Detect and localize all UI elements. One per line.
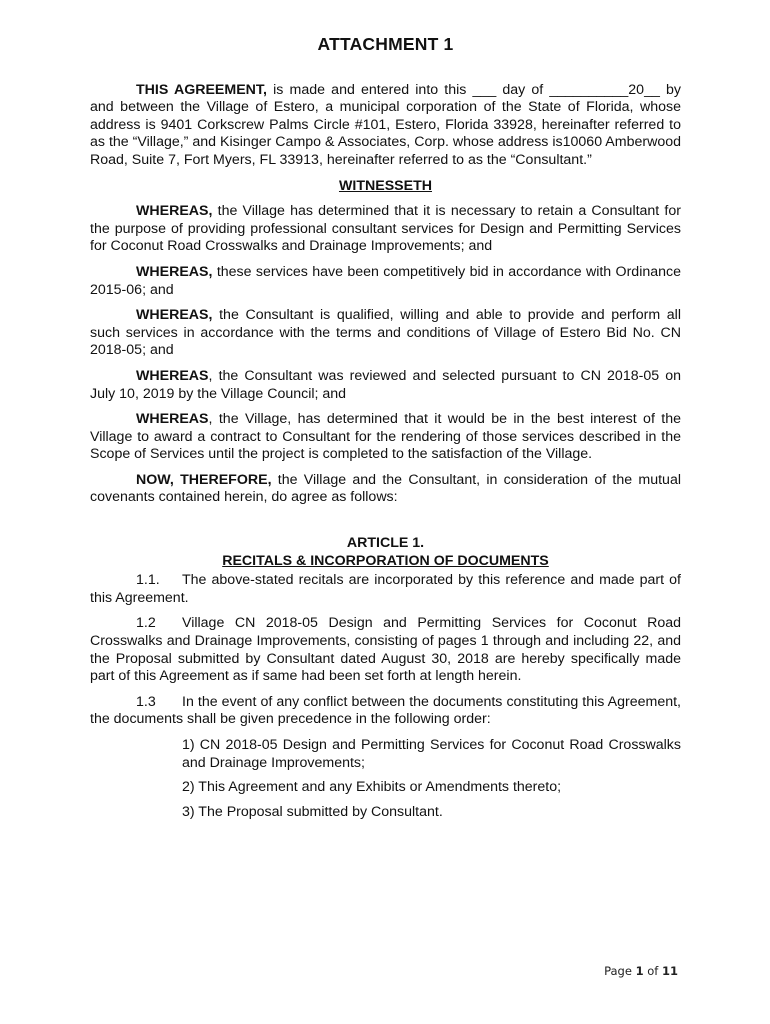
article-number: ARTICLE 1. [346,535,425,552]
whereas-text: these services have been competitively bid in accordance with Ordinance 2015-06; and [90,263,681,298]
now-therefore-paragraph [90,472,681,507]
precedence-list-item: 1) CN 2018-05 Design and Permitting Services for Coconut Road Crosswalks and Drainage Improvements; [182,737,681,771]
page-title: ATTACHMENT 1 [317,34,454,54]
page-footer [604,964,678,978]
whereas-paragraph [90,203,681,256]
section-number: 1.1. [136,572,160,589]
now-therefore-lead: NOW, THEREFORE, [136,471,272,488]
section-text: The above-stated recitals are incorporated by this reference and made part of this Agreement. [90,572,681,606]
section-number: 1.3 [136,693,156,710]
witnesseth-heading: WITNESSETH [338,177,432,194]
whereas-paragraph [90,411,681,464]
whereas-paragraph [90,368,681,403]
whereas-lead: WHEREAS, [136,307,213,324]
section-number: 1.2 [136,615,156,632]
whereas-paragraph [90,264,681,299]
section-paragraph [90,615,681,685]
whereas-text: the Village has determined that it is necessary to retain a Consultant for the purpose of providing professional consultant services for Design and Permitting Services for Coconut Road Crosswalks and Drainage Improvements; and [90,203,681,255]
now-therefore-text: the Village and the Consultant, in consideration of the mutual covenants contained herein, do agree as follows: [90,471,681,506]
document-body [90,36,681,828]
section-text: In the event of any conflict between the documents constituting this Agreement, the documents shall be given precedence in the following order: [90,693,681,728]
intro-text: is made and entered into this ___ day of __________20__ by and between the Village of Estero, a municipal corporation of the State of Florida, whose address is 9401 Corkscrew Palms Circle #101, Estero, Florida 33928, hereinafter referred to as the “Village,” and Kisinger Campo & Associates, Corp. whose address is10060 Amberwood Road, Suite 7, Fort Myers, FL 33913, hereinafter referred to as the “Consultant.” [90,81,681,168]
precedence-list-item: 2) This Agreement and any Exhibits or Amendments thereto; [182,779,562,796]
whereas-paragraph [90,307,681,360]
whereas-text: , the Consultant was reviewed and selected pursuant to CN 2018-05 on July 10, 2019 by the Village Council; and [90,367,681,402]
whereas-lead: WHEREAS, [136,203,213,220]
whereas-lead: WHEREAS, [136,263,213,280]
whereas-lead: WHEREAS [136,411,209,428]
page-total: 11 [661,964,678,978]
page-number: 1 [635,964,644,978]
whereas-text: , the Village, has determined that it would be in the best interest of the Village to award a contract to Consultant for the rendering of those services described in the Scope of Services until the project is completed to the satisfaction of the Village. [90,411,681,463]
precedence-list-item: 3) The Proposal submitted by Consultant. [182,803,443,820]
intro-paragraph [90,82,681,170]
section-paragraph [90,694,681,729]
section-paragraph [90,572,681,607]
section-text: Village CN 2018-05 Design and Permitting Services for Coconut Road Crosswalks and Drainage Improvements, consisting of pages 1 through and including 22, and the Proposal submitted by Consultant dated August 30, 2018 are hereby specifically made part of this Agreement as if same had been set forth at length herein. [90,615,681,685]
whereas-text: the Consultant is qualified, willing and able to provide and perform all such services in accordance with the terms and conditions of Village of Estero Bid No. CN 2018-05; and [90,307,681,359]
article-title: RECITALS & INCORPORATION OF DOCUMENTS [222,552,549,569]
intro-lead: THIS AGREEMENT, [136,81,267,98]
of-label: of [643,964,662,978]
whereas-lead: WHEREAS [136,367,209,384]
page-label: Page [604,964,636,978]
